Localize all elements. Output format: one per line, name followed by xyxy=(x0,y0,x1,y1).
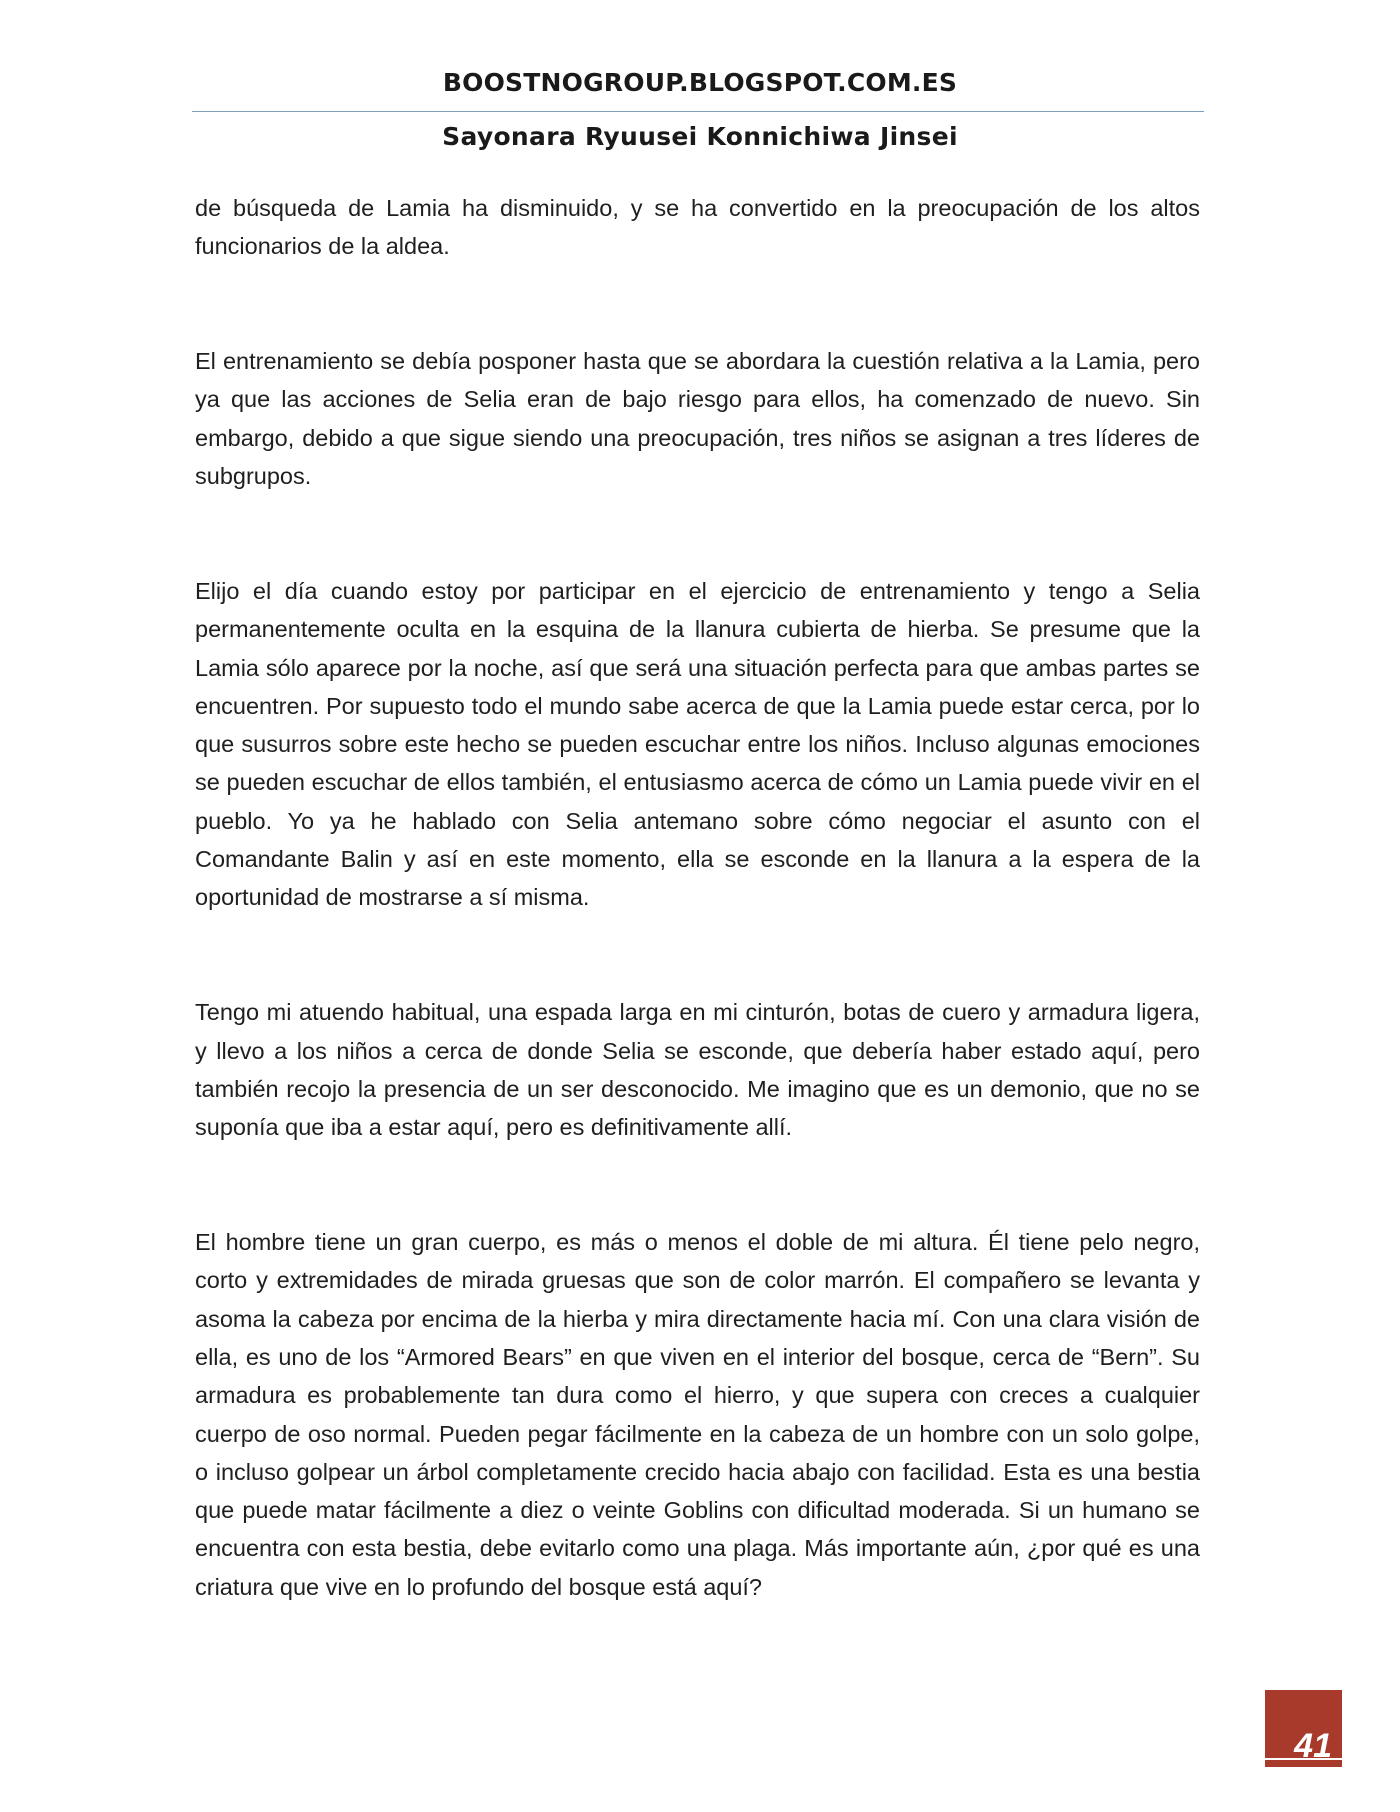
body-text xyxy=(195,189,1200,1606)
paragraph-2: El entrenamiento se debía posponer hasta que se abordara la cuestión relativa a la Lamia, pero ya que las acciones de Selia eran de bajo riesgo para ellos, ha comenzado de nuevo. Sin embargo, debido a que sigue siendo una preocupación, tres niños se asignan a tres líderes de subgrupos. xyxy=(195,348,1200,490)
paragraph-4: Tengo mi atuendo habitual, una espada larga en mi cinturón, botas de cuero y armadura ligera, y llevo a los niños a cerca de donde Selia se esconde, que debería haber estado aquí, pero también recojo la presencia de un ser desconocido. Me imagino que es un demonio, que no se suponía que iba a estar aquí, pero es definitivamente allí. xyxy=(195,999,1200,1141)
paragraph-3: Elijo el día cuando estoy por participar en el ejercicio de entrenamiento y tengo a Selia permanentemente oculta en la esquina de la llanura cubierta de hierba. Se presume que la Lamia sólo aparece por la noche, así que será una situación perfecta para que ambas partes se encuentren. Por supuesto todo el mundo sabe acerca de que la Lamia puede estar cerca, por lo que susurros sobre este hecho se pueden escuchar entre los niños. Incluso algunas emociones se pueden escuchar de ellos también, el entusiasmo acerca de cómo un Lamia puede vivir en el pueblo. Yo ya he hablado con Selia antemano sobre cómo negociar el asunto con el Comandante Balin y así en este momento, ella se esconde en la llanura a la espera de la oportunidad de mostrarse a sí misma. xyxy=(195,577,1200,911)
site-header-title: BOOSTNOGROUP.BLOGSPOT.COM.ES xyxy=(442,68,958,97)
paragraph-5: El hombre tiene un gran cuerpo, es más o menos el doble de mi altura. Él tiene pelo negro, corto y extremidades de mirada gruesas que son de color marrón. El compañero se levanta y asoma la cabeza por encima de la hierba y mira directamente hacia mí. Con una clara visión de ella, es uno de los “Armored Bears” en que viven en el interior del bosque, cerca de “Bern”. Su armadura es probablemente tan dura como el hierro, y que supera con creces a cualquier cuerpo de oso normal. Pueden pegar fácilmente en la cabeza de un hombre con un solo golpe, o incluso golpear un árbol completamente crecido hacia abajo con facilidad. Esta es una bestia que puede matar fácilmente a diez o veinte Goblins con dificultad moderada. Si un humano se encuentra con esta bestia, debe evitarlo como una plaga. Más importante aún, ¿por qué es una criatura que vive en lo profundo del bosque está aquí? xyxy=(195,1229,1200,1600)
page-number-badge xyxy=(1265,1690,1342,1767)
page-number: 41 xyxy=(1294,1727,1332,1765)
header-divider xyxy=(192,111,1204,112)
page-number-underline xyxy=(1265,1758,1342,1760)
book-title: Sayonara Ryuusei Konnichiwa Jinsei xyxy=(442,122,958,151)
paragraph-1: de búsqueda de Lamia ha disminuido, y se ha convertido en la preocupación de los altos funcionarios de la aldea. xyxy=(195,195,1200,260)
